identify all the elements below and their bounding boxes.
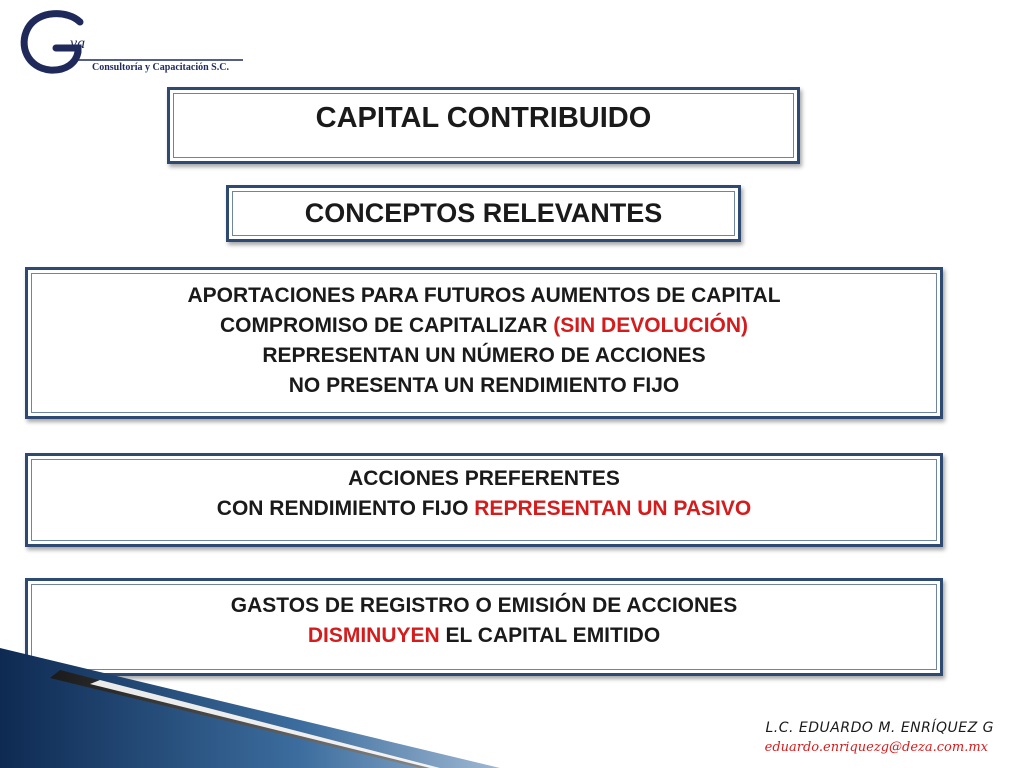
svg-text:va: va xyxy=(70,35,86,52)
author-name: L.C. EDUARDO M. ENRÍQUEZ G xyxy=(765,720,994,736)
highlight-text: (SIN DEVOLUCIÓN) xyxy=(553,314,749,337)
concept-text-part: CON RENDIMIENTO FIJO xyxy=(216,497,475,520)
concept-text-part: COMPROMISO DE CAPITALIZAR xyxy=(219,314,554,337)
concept-box-acciones-preferentes xyxy=(25,453,943,547)
concept-box-aportaciones xyxy=(25,267,943,419)
concept-line xyxy=(28,494,940,524)
concept-line: APORTACIONES PARA FUTUROS AUMENTOS DE CAPITAL xyxy=(187,284,781,307)
concept-text xyxy=(28,464,940,524)
highlight-text: REPRESENTAN UN PASIVO xyxy=(474,497,752,520)
page-title: CAPITAL CONTRIBUIDO xyxy=(315,102,652,134)
concept-line: NO PRESENTA UN RENDIMIENTO FIJO xyxy=(288,374,680,397)
concept-line xyxy=(28,311,940,341)
company-name: Consultoría y Capacitación S.C. xyxy=(92,62,229,73)
concept-text-part: EL CAPITAL EMITIDO xyxy=(439,624,661,647)
concept-line: ACCIONES PREFERENTES xyxy=(348,467,620,490)
decorative-swoosh xyxy=(0,630,500,768)
concept-line: REPRESENTAN UN NÚMERO DE ACCIONES xyxy=(262,344,706,367)
title-box xyxy=(167,87,800,164)
concept-line: GASTOS DE REGISTRO O EMISIÓN DE ACCIONES xyxy=(230,594,738,617)
page-subtitle: CONCEPTOS RELEVANTES xyxy=(304,198,663,228)
highlight-text: DISMINUYEN xyxy=(307,624,440,647)
concept-text xyxy=(28,281,940,401)
author-email: eduardo.enriquezg@deza.com.mx xyxy=(764,740,988,755)
subtitle-box xyxy=(226,185,741,242)
